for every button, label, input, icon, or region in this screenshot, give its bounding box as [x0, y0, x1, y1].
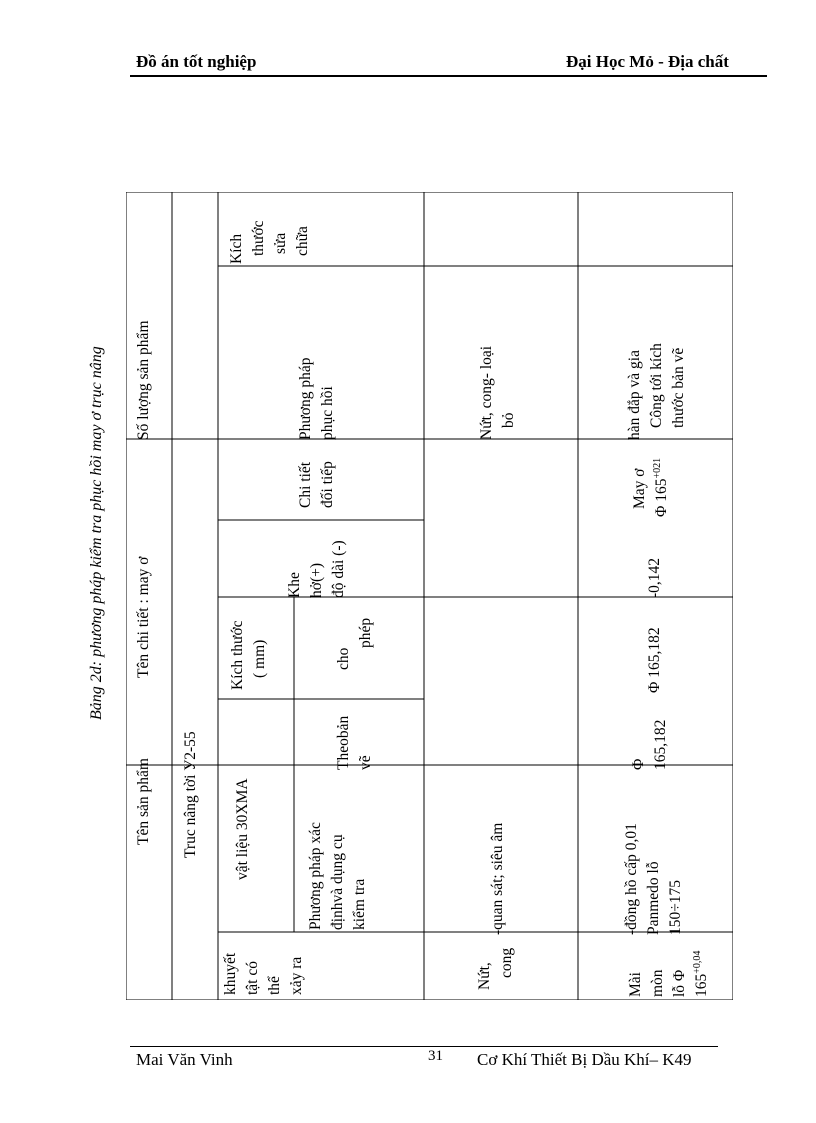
row2-repair: hàn đắp và gia Công tới kích thước bản vẽ	[626, 343, 687, 440]
mating-header: Chi tiết đối tiếp	[297, 461, 336, 508]
drawing-header: Theobản vẽ	[335, 715, 374, 770]
quantity-header: Số lượng sản phẩm	[135, 320, 152, 440]
header-left: Đồ án tốt nghiệp	[136, 52, 257, 71]
header-right: Đại Học Mỏ - Địa chất	[566, 52, 729, 71]
row2-mating: May ơ Φ $165^{+021}$	[631, 457, 670, 517]
defect-header: khuyết tật có thể xảy ra	[222, 952, 305, 995]
material-label: vật liệu 30XMA	[234, 778, 251, 880]
gap-header: Khe hở(+) độ dài (-)	[286, 540, 347, 598]
footer-author: Mai Văn Vinh	[136, 1050, 233, 1069]
part-header: Tên chi tiết : may ơ	[135, 556, 152, 678]
header-rule	[130, 75, 767, 77]
row2-gap: -0,142	[646, 557, 663, 598]
method-header: Phương pháp xác địnhvà dụng cụ kiểm tra	[307, 822, 368, 930]
allow-header: cho phép	[335, 617, 374, 670]
size-header: Kích thước ( mm)	[229, 620, 268, 690]
row2-method: -đồng hồ cấp 0,01 Panmedo lỗ 150÷175	[623, 823, 684, 935]
page-number: 31	[428, 1048, 443, 1064]
product-name: Truc nâng tời У2-55	[182, 731, 199, 858]
row1-repair: Nứt, cong- loại bỏ	[478, 345, 517, 440]
row1-defect: Nứt, cong	[476, 947, 515, 990]
footer-rule	[130, 1046, 718, 1047]
table-caption: Bảng 2d: phương pháp kiểm tra phục hồi may ơ trục nâng	[88, 346, 105, 720]
repair-method-header: Phương pháp phục hồi	[297, 357, 336, 440]
footer-dept: Cơ Khí Thiết Bị Dầu Khí– K49	[477, 1050, 692, 1069]
row2-drawing-size: Φ 165,182	[630, 719, 669, 770]
row1-method: -quan sát; siêu âm	[489, 822, 506, 935]
repair-size-header: Kích thước sửa chữa	[228, 220, 311, 264]
row2-defect: Mài mòn lỗ Φ $165^{+0,04}$	[627, 950, 710, 997]
row2-allowed-size: Φ 165,182	[646, 627, 663, 693]
product-header: Tên sản phẩm	[135, 758, 152, 845]
